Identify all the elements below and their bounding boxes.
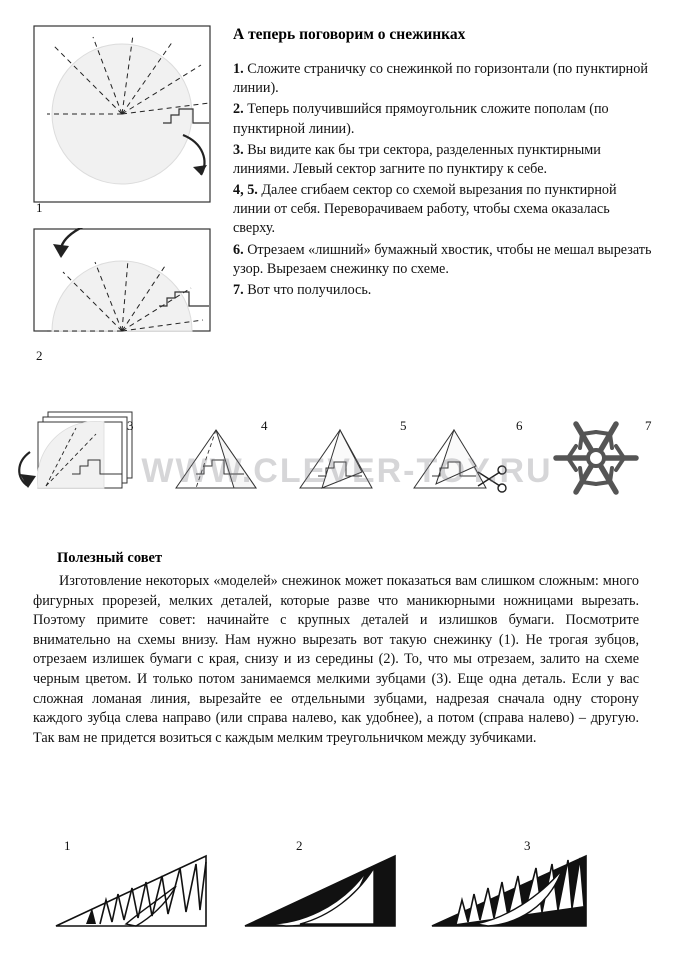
step-text: Теперь получившийся прямоугольник сложите пополам (по пунктирной линии). (233, 101, 609, 137)
figure-label-7: 7 (645, 418, 652, 433)
advice-body: Изготовление некоторых «моделей» снежинок может показаться вам слишком сложным: много фигурных прорезей, мелких деталей, которые разве что маникюрными ножницами вырезать. Поэтому примите совет: начинайте с крупных деталей и излишков бумаги. Посмотрите внимательно на схемы внизу. Нам нужно вырезать вот такую снежинку (1). Не трогая зубцов, отрезаем излишек бумаги с края, снизу и из середины (2). То, что мы отрезаем, залито на схеме черным цветом. И только потом занимаемся мелкими зубцами (3). Еще одна деталь. Если у вас сложная ломаная линия, вырезайте ее отдельными зубцами, надрезая сначала одну сторону каждого зубца слева направо (или справа налево, как удобнее), а потом (справа налево) – другую. Так вам не придется возиться с каждым мелким треугольничком между зубчиками. (33, 573, 639, 746)
figure-label-6: 6 (516, 418, 523, 433)
instruction-item (233, 100, 653, 138)
figure-step-7 (556, 424, 636, 492)
triangle-example-2 (245, 856, 395, 926)
figure-step-3 (19, 412, 132, 488)
step-number: 3. (233, 141, 244, 158)
step-text: Далее сгибаем сектор со схемой вырезания по пунктирной линии от себя. Переворачиваем работу, чтобы схема оказалась сверху. (233, 182, 617, 237)
instruction-item (233, 141, 653, 179)
instruction-item (233, 181, 653, 239)
triangle-example-1 (56, 856, 206, 926)
figure-step-2 (33, 228, 211, 332)
figure-strip (0, 400, 679, 520)
step-number: 6. (233, 241, 244, 258)
figure-label-3: 3 (127, 418, 134, 433)
page-title: А теперь поговорим о снежинках (233, 26, 466, 43)
instruction-item (233, 281, 653, 300)
triangle-examples (0, 838, 679, 948)
figure-step-4 (176, 430, 256, 488)
triangle-label-3: 3 (524, 838, 531, 853)
triangle-example-3 (432, 856, 586, 926)
step-number: 4, 5. (233, 182, 258, 199)
advice-title: Полезный совет (57, 550, 163, 566)
watermark: WWW.CLEVER-TOY.RU (141, 452, 553, 490)
figure-step-5 (300, 430, 372, 488)
figure-label-4: 4 (261, 418, 268, 433)
figure-step-1 (33, 25, 211, 203)
step-number: 2. (233, 101, 244, 118)
step-text: Сложите страничку со снежинкой по горизонтали (по пунктирной линии). (233, 61, 648, 97)
triangle-label-1: 1 (64, 838, 71, 853)
figure-label-2: 2 (36, 348, 43, 363)
step-text: Вы видите как бы три сектора, разделенных пунктирными линиями. Левый сектор загните по пунктиру к себе. (233, 141, 601, 177)
step-text: Отрезаем «лишний» бумажный хвостик, чтобы не мешал вырезать узор. Вырезаем снежинку по схеме. (233, 241, 652, 277)
figure-label-1: 1 (36, 200, 43, 215)
instruction-item (233, 241, 653, 279)
triangle-label-2: 2 (296, 838, 303, 853)
step-number: 7. (233, 281, 244, 298)
figure-label-5: 5 (400, 418, 407, 433)
instruction-list (233, 60, 653, 302)
figure-step-6 (414, 430, 506, 492)
step-number: 1. (233, 61, 244, 77)
step-text: Вот что получилось. (243, 281, 372, 298)
instruction-item (233, 60, 653, 98)
